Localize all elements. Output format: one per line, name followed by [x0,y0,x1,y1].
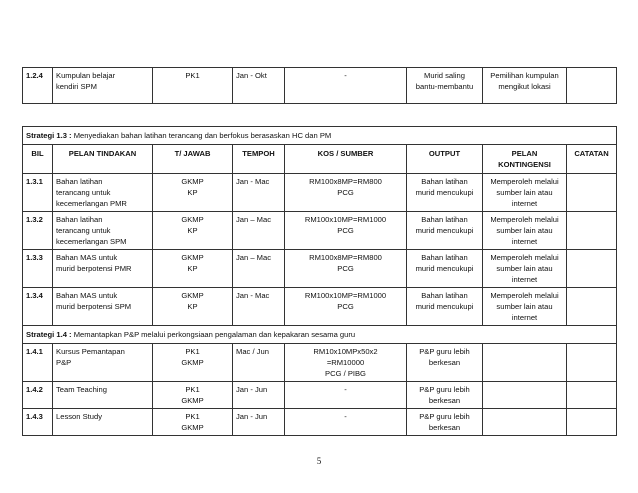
row-bil: 1.4.2 [23,382,53,409]
header-tempoh: TEMPOH [233,145,285,174]
row-kontingensi: Memperoleh melalui sumber lain atau internet [483,174,567,212]
row-kontingensi: Memperoleh melalui sumber lain atau internet [483,212,567,250]
row-tjawab: GKMP KP [153,212,233,250]
table-row [23,212,617,250]
strategy-1-4 [23,326,617,344]
strategy-label: Strategi 1.3 : [26,131,72,140]
row-catatan [567,250,617,288]
table-row [23,288,617,326]
row-kos: - [285,68,407,104]
row-kos: RM10x10MPx50x2 =RM10000 PCG / PIBG [285,344,407,382]
row-output: Murid saling bantu-membantu [407,68,483,104]
row-tempoh: Jan - Jun [233,409,285,436]
row-tempoh: Jan - Jun [233,382,285,409]
row-tempoh: Jan – Mac [233,250,285,288]
header-pelan-kontingensi: PELAN KONTINGENSI [483,145,567,174]
row-tempoh: Jan - Mac [233,288,285,326]
row-tempoh: Jan - Mac [233,174,285,212]
row-pelan: Bahan MAS untuk murid berpotensi PMR [53,250,153,288]
table-row [23,174,617,212]
row-tempoh: Jan - Okt [233,68,285,104]
row-tempoh: Mac / Jun [233,344,285,382]
strategy-1-3 [23,127,617,145]
row-pelan: Bahan latihan terancang untuk kecemerlangan SPM [53,212,153,250]
page-number: 5 [316,456,322,466]
row-kontingensi: Memperoleh melalui sumber lain atau internet [483,288,567,326]
row-kos: RM100x8MP=RM800 PCG [285,174,407,212]
row-tjawab: PK1 [153,68,233,104]
row-tjawab: GKMP KP [153,250,233,288]
row-kos: RM100x10MP=RM1000 PCG [285,288,407,326]
row-kontingensi [483,344,567,382]
strategy-text: Memantapkan P&P melalui perkongsiaan pengalaman dan kepakaran sesama guru [73,330,356,339]
header-pelan-tindakan: PELAN TINDAKAN [53,145,153,174]
row-bil: 1.3.3 [23,250,53,288]
row-bil: 1.4.3 [23,409,53,436]
row-pelan: Bahan latihan terancang untuk kecemerlangan PMR [53,174,153,212]
table-row [23,250,617,288]
row-output: Bahan latihan murid mencukupi [407,212,483,250]
row-catatan [567,382,617,409]
row-catatan [567,409,617,436]
row-tjawab: GKMP KP [153,174,233,212]
row-kos: - [285,382,407,409]
header-tjawab: T/ JAWAB [153,145,233,174]
header-output: OUTPUT [407,145,483,174]
row-catatan [567,344,617,382]
row-pelan: Kumpulan belajar kendiri SPM [53,68,153,104]
header-row [23,145,617,174]
row-kontingensi [483,409,567,436]
row-bil: 1.3.1 [23,174,53,212]
strategy-row [23,127,617,145]
row-bil: 1.4.1 [23,344,53,382]
table-row [23,409,617,436]
header-bil: BIL [23,145,53,174]
row-catatan [567,212,617,250]
row-output: Bahan latihan murid mencukupi [407,174,483,212]
main-table [22,126,617,436]
row-tjawab: PK1 GKMP [153,344,233,382]
row-bil: 1.3.4 [23,288,53,326]
row-pelan: Lesson Study [53,409,153,436]
row-catatan [567,288,617,326]
header-kos-sumber: KOS / SUMBER [285,145,407,174]
row-pelan: Team Teaching [53,382,153,409]
row-kontingensi: Pemilihan kumpulan mengikut lokasi [483,68,567,104]
header-catatan: CATATAN [567,145,617,174]
row-kontingensi [483,382,567,409]
row-bil: 1.2.4 [23,68,53,104]
row-kos: RM100x10MP=RM1000 PCG [285,212,407,250]
table-row [23,344,617,382]
strategy-label: Strategi 1.4 : [26,330,72,339]
row-catatan [567,174,617,212]
top-table [22,67,617,104]
row-kos: - [285,409,407,436]
strategy-text: Menyediakan bahan latihan terancang dan berfokus berasaskan HC dan PM [73,131,332,140]
row-output: Bahan latihan murid mencukupi [407,250,483,288]
row-catatan [567,68,617,104]
strategy-row [23,326,617,344]
row-tjawab: GKMP KP [153,288,233,326]
row-output: P&P guru lebih berkesan [407,344,483,382]
row-kontingensi: Memperoleh melalui sumber lain atau internet [483,250,567,288]
row-kos: RM100x8MP=RM800 PCG [285,250,407,288]
row-output: P&P guru lebih berkesan [407,409,483,436]
table-row [23,382,617,409]
row-output: P&P guru lebih berkesan [407,382,483,409]
row-tempoh: Jan – Mac [233,212,285,250]
row-tjawab: PK1 GKMP [153,409,233,436]
table-row [23,68,617,104]
row-pelan: Bahan MAS untuk murid berpotensi SPM [53,288,153,326]
row-pelan: Kursus Pemantapan P&P [53,344,153,382]
row-bil: 1.3.2 [23,212,53,250]
row-output: Bahan latihan murid mencukupi [407,288,483,326]
row-tjawab: PK1 GKMP [153,382,233,409]
